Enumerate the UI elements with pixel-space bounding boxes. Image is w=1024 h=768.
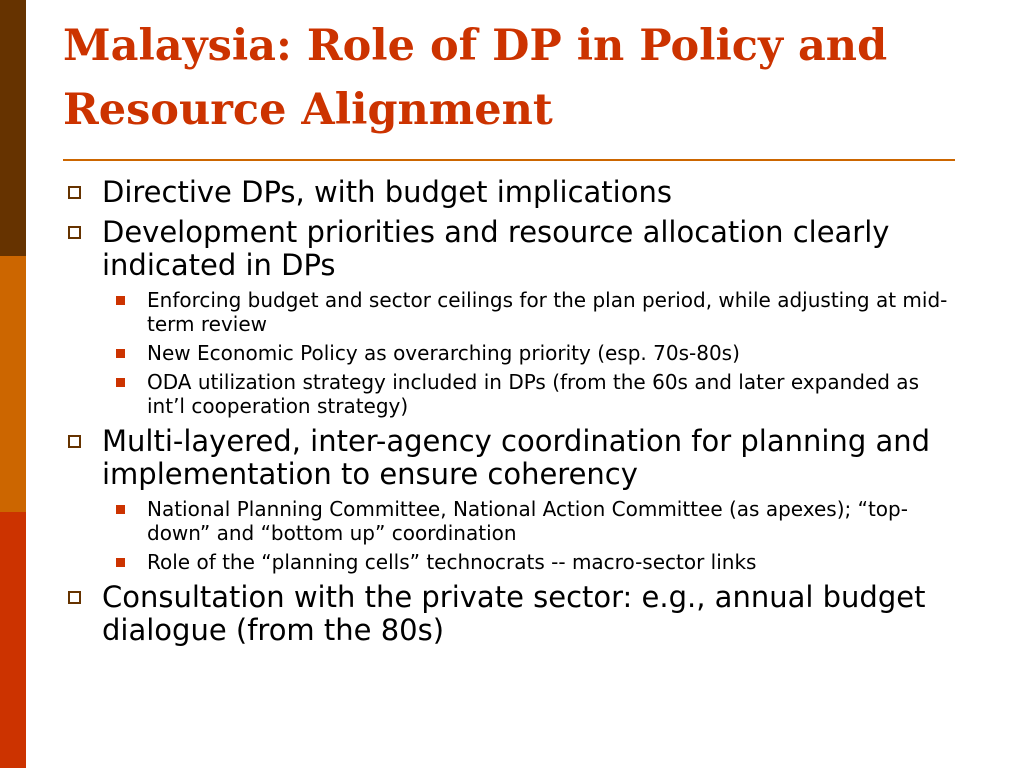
slide-title (63, 14, 963, 142)
filled-square-bullet-icon (116, 505, 125, 514)
slide-title-line-2: Resource Alignment (63, 85, 553, 135)
hollow-square-bullet-icon (68, 435, 81, 448)
sub-bullet-item (63, 370, 963, 418)
bullet-text: Multi-layered, inter-agency coordination for planning and implementation to ensure coherency (102, 424, 931, 491)
slide-title-line-1: Malaysia: Role of DP in Policy and (63, 21, 888, 71)
sub-bullet-item (63, 288, 963, 336)
sub-bullet-text: National Planning Committee, National Action Committee (as apexes); “top-down” and “bottom up” coordination (147, 497, 908, 545)
bullet-item (63, 176, 963, 209)
bullet-text: Consultation with the private sector: e.g., annual budget dialogue (from the 80s) (102, 580, 926, 647)
sub-bullet-item (63, 497, 963, 545)
bullet-list (63, 176, 963, 647)
filled-square-bullet-icon (116, 378, 125, 387)
hollow-square-bullet-icon (68, 226, 81, 239)
title-divider (63, 159, 955, 161)
bullet-item (63, 216, 963, 282)
bullet-text: Development priorities and resource allocation clearly indicated in DPs (102, 215, 890, 282)
sub-bullet-item (63, 550, 963, 574)
sidebar-band-middle (0, 256, 26, 512)
bullet-item (63, 581, 963, 647)
sub-bullet-item (63, 341, 963, 365)
sidebar-band-bottom (0, 512, 26, 768)
sub-bullet-text: Role of the “planning cells” technocrats -- macro-sector links (147, 550, 757, 574)
filled-square-bullet-icon (116, 349, 125, 358)
sub-bullet-text: New Economic Policy as overarching priority (esp. 70s-80s) (147, 341, 740, 365)
sub-bullet-text: Enforcing budget and sector ceilings for the plan period, while adjusting at mid-term review (147, 288, 948, 336)
filled-square-bullet-icon (116, 558, 125, 567)
hollow-square-bullet-icon (68, 591, 81, 604)
sidebar-band-top (0, 0, 26, 256)
hollow-square-bullet-icon (68, 186, 81, 199)
filled-square-bullet-icon (116, 296, 125, 305)
bullet-text: Directive DPs, with budget implications (102, 175, 672, 209)
sub-bullet-text: ODA utilization strategy included in DPs (from the 60s and later expanded as int’l cooperation strategy) (147, 370, 919, 418)
bullet-item (63, 425, 963, 491)
